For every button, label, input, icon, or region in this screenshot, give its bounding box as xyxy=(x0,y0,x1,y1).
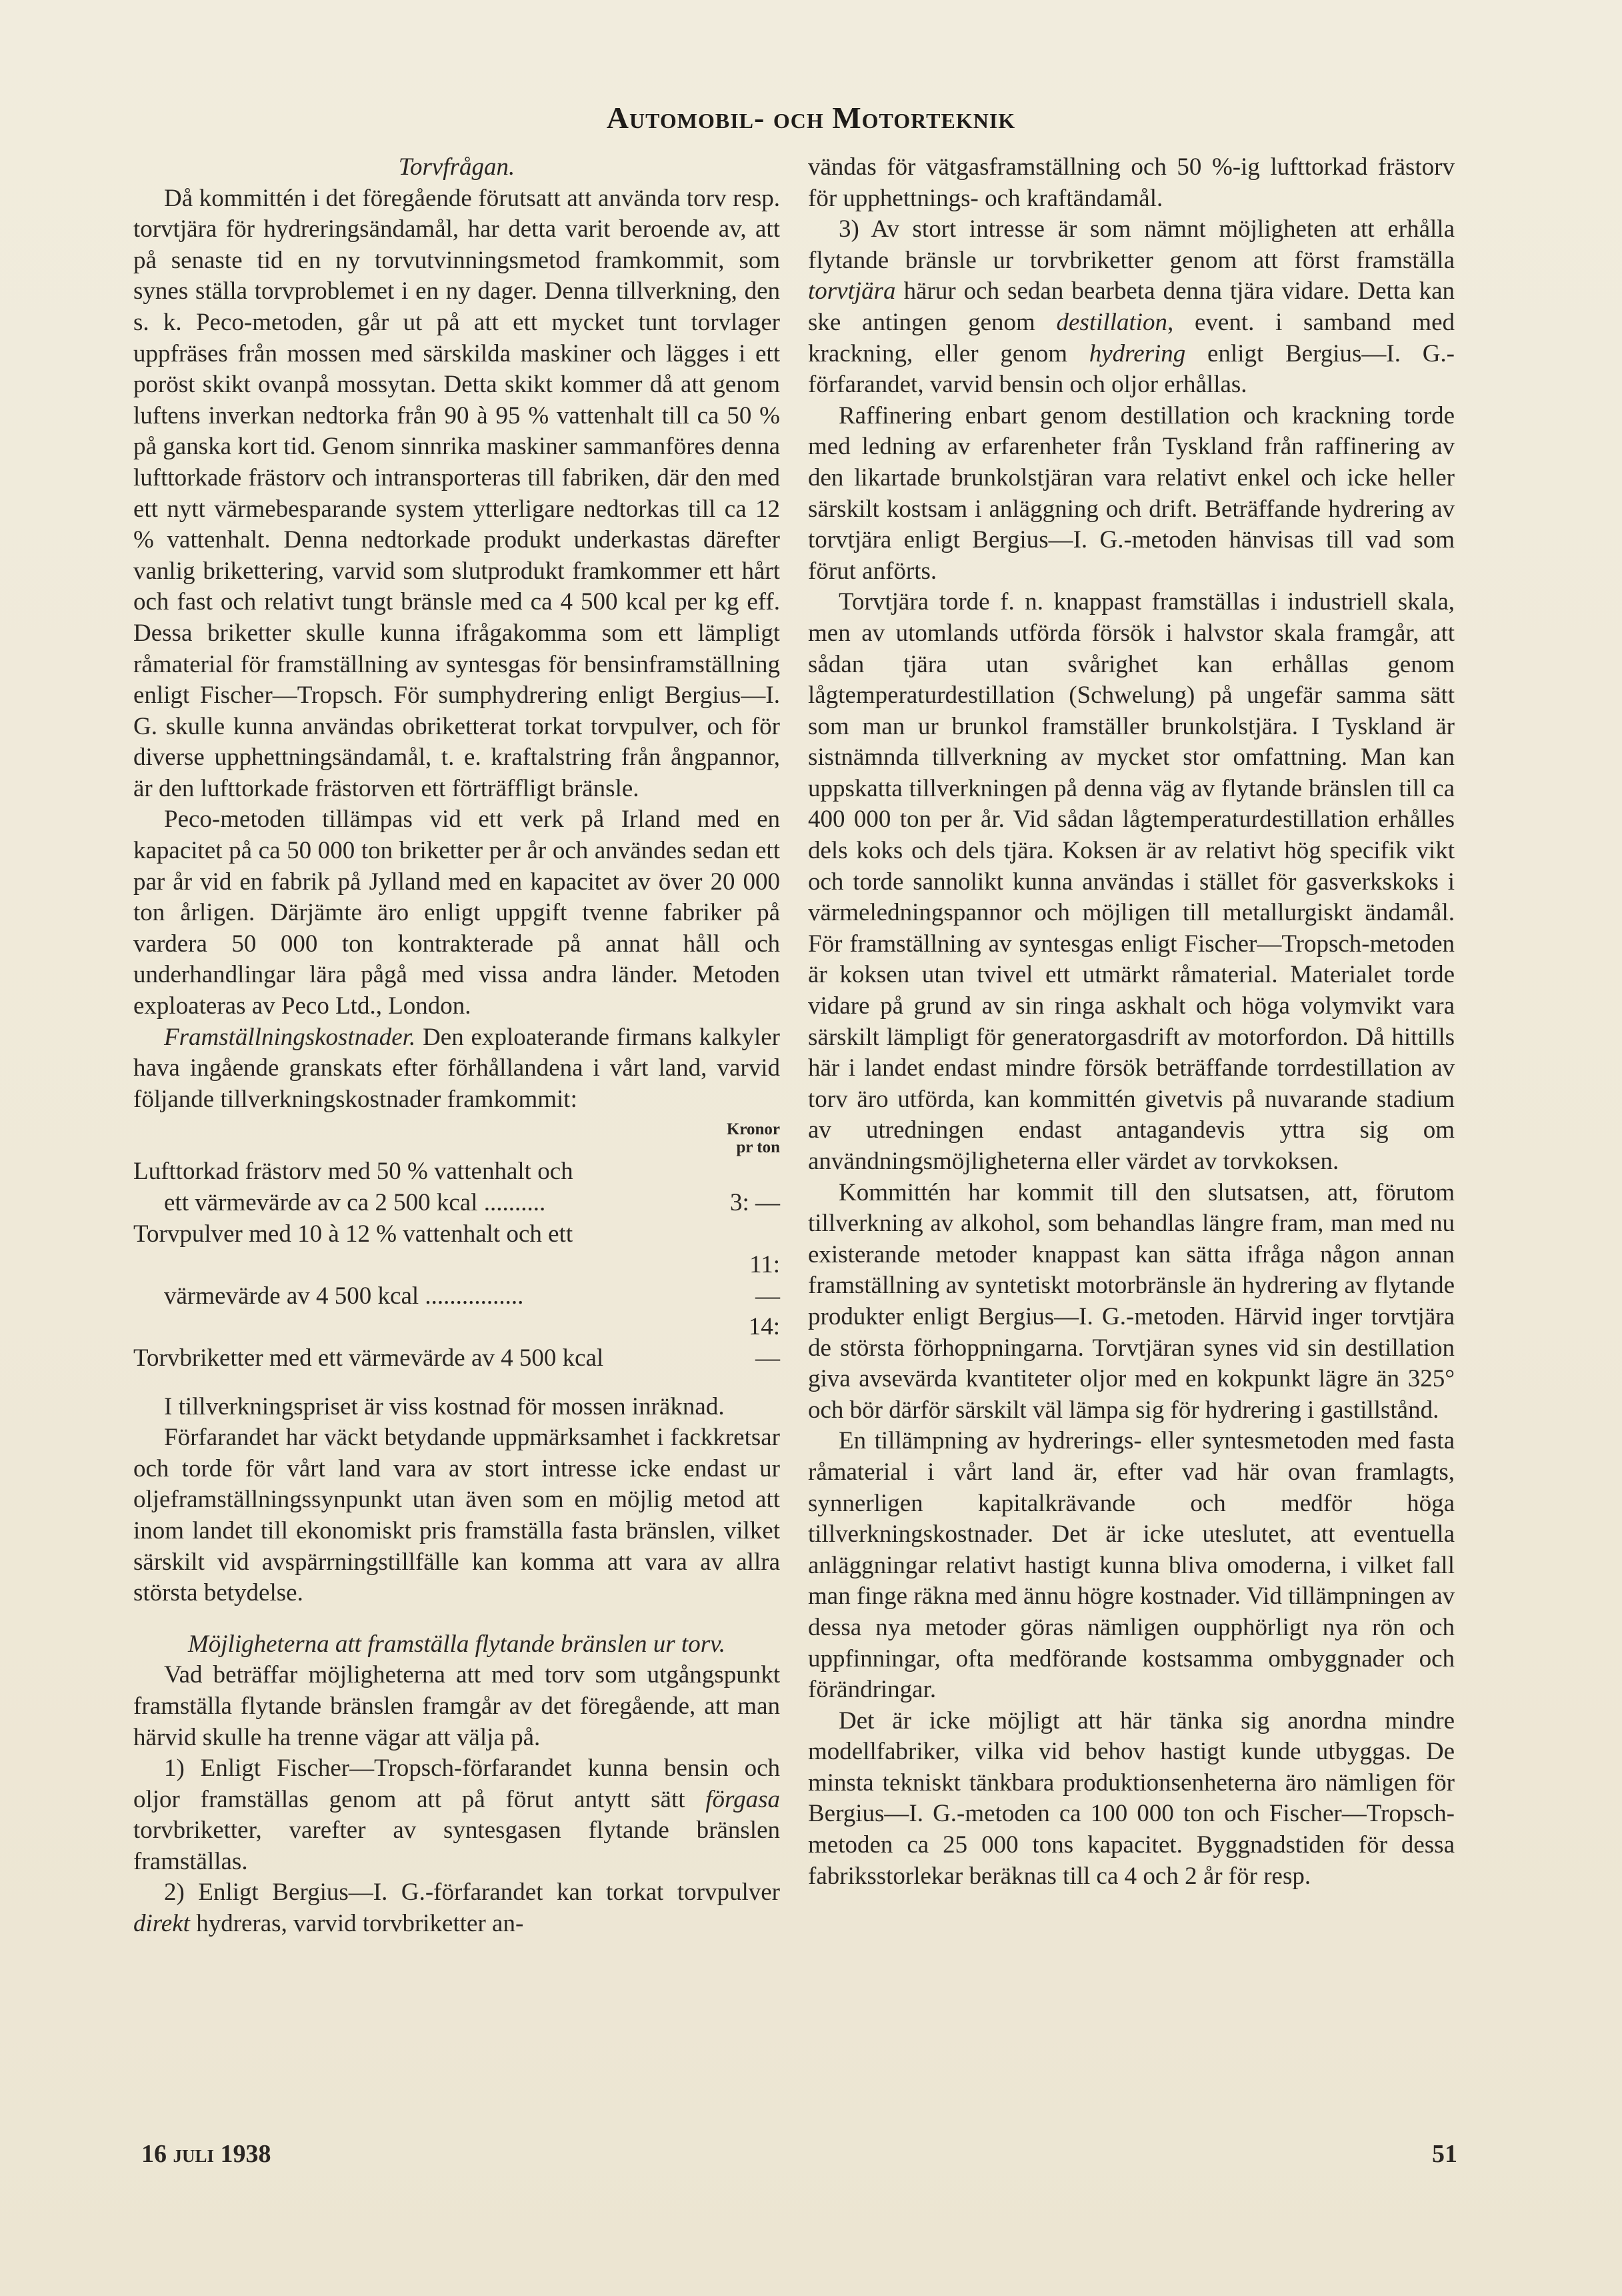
table-row xyxy=(133,1219,780,1250)
paragraph-text: hydreras, varvid torvbriketter an- xyxy=(189,1910,524,1938)
left-column xyxy=(133,152,780,1940)
paragraph: Förfarandet har väckt betydande uppmärksamhet i fackkretsar och torde för vårt land vara av stort intresse icke endast ur oljeframställningssynpunkt utan även som en möjlig metod att inom landet till ekonomiskt pris framställa fasta bränslen, vilket särskilt vid avspärrningstillfälle kan komma att vara av allra största betydelse. xyxy=(133,1424,780,1607)
right-column xyxy=(808,152,1455,1892)
emphasis: direkt xyxy=(133,1910,190,1938)
cost-table xyxy=(133,1120,780,1374)
paragraph xyxy=(133,1753,780,1877)
table-unit-line: Kronor xyxy=(726,1120,780,1139)
table-row-label: Lufttorkad frästorv med 50 % vattenhalt och xyxy=(133,1158,573,1186)
table-row xyxy=(133,1312,780,1374)
paragraph xyxy=(133,1877,780,1939)
emphasis: torvtjära xyxy=(808,277,896,305)
table-row-label: Torvpulver med 10 à 12 % vattenhalt och ett xyxy=(133,1220,573,1248)
paragraph xyxy=(808,214,1455,401)
section-heading: Torvfrågan. xyxy=(398,153,515,181)
paragraph-text: härur och sedan bearbeta denna tjära vidare. Detta kan ske antingen genom xyxy=(808,277,1455,336)
table-row-label: värmevärde av 4 500 kcal ................ xyxy=(164,1282,524,1310)
emphasis: destillation, xyxy=(1056,308,1174,336)
table-row xyxy=(133,1250,780,1312)
table-row-label: ett värmevärde av ca 2 500 kcal .......... xyxy=(164,1189,546,1216)
page-number: 51 xyxy=(1432,2140,1457,2168)
paragraph-text: event. i samband med krackning, eller genom xyxy=(808,308,1455,367)
paragraph-text: Den exploaterande firmans kalkyler hava ingående granskats efter förhållandena i vårt land, varvid följande tillverkningskostnader framkommit: xyxy=(133,1023,780,1113)
paragraph: Peco-metoden tillämpas vid ett verk på Irland med en kapacitet på ca 50 000 ton briketter per år och användes sedan ett par år vid en fabrik på Jylland med en kapacitet av över 20 000 ton årligen. Därjämte äro enligt uppgift tvenne fabriker på vardera 50 000 ton kontrakterade på annat håll och underhandlingar lära pågå med vissa andra länder. Metoden exploateras av Peco Ltd., London. xyxy=(133,806,780,1020)
table-row xyxy=(133,1156,780,1188)
paragraph: Torvtjära torde f. n. knappast framställas i industriell skala, men av utomlands utförda försök i halvstor skala framgår, att sådan tjära utan svårighet kan erhållas genom lågtemperaturdestillation (Schwelung) på ungefär samma sätt som man ur brunkol framställer brunkolstjära. I Tyskland är sistnämnda tillverkning av mycket stor omfattning. Man kan uppskatta tillverkningen på denna väg av flytande bränslen till ca 400 000 ton per år. Vid sådan lågtemperaturdestillation erhålles dels koks och dels tjära. Koksen är av relativt hög specifik vikt och torde sannolikt kunna användas i stället för gasverkskoks i värmeledningspannor och möjligen till metallurgiskt ändamål. För framställning av syntesgas enligt Fischer—Tropsch-metoden är koksen utan tvivel ett utmärkt råmaterial. Materialet torde vidare på grund av sin ringa askhalt och höga volymvikt vara särskilt lämpligt för generatorgasdrift av motorfordon. Då hittills här i landet endast mindre försök beträffande torrdestillation av torv äro utförda, kan kommittén givetvis på nuvarande stadium av utredningen endast antagandevis yttra sig om användningsmöjligheterna eller värdet av torvkoksen. xyxy=(808,588,1455,1175)
paragraph-text: 1) Enligt Fischer—Tropsch-förfarandet kunna bensin och oljor framställas genom att på förut antytt sätt xyxy=(133,1755,780,1813)
section-heading: Möjligheterna att framställa flytande bränslen ur torv. xyxy=(187,1630,726,1658)
inline-heading: Framställningskostnader. xyxy=(164,1023,416,1051)
table-row-label: Torvbriketter med ett värmevärde av 4 500 kcal xyxy=(133,1344,604,1372)
paragraph-text: enligt Bergius—I. G.-förfarandet, varvid bensin och oljor erhållas. xyxy=(808,339,1455,399)
table-row-value: 14: — xyxy=(748,1313,780,1372)
paragraph: Kommittén har kommit till den slutsatsen, att, förutom tillverkning av alkohol, som behandlas längre fram, man med nu existerande metoder knappast kan sätta ifråga någon annan framställning av syntetiskt motorbränsle än hydrering av flytande produkter enligt Bergius—I. G.-metoden. Härvid inger torvtjära de största förhoppningarna. Torvtjäran synes vid sin destillation giva avsevärda kvantiteter oljor med en kokpunkt lägre än 325° och bör därför särskilt väl lämpa sig för hydrering i gastillstånd. xyxy=(808,1178,1455,1424)
paragraph-text: 3) Av stort intresse är som nämnt möjligheten att erhålla flytande bränsle ur torvbriketter genom att först framställa xyxy=(808,215,1455,274)
emphasis: förgasa xyxy=(705,1785,780,1813)
paragraph xyxy=(133,1022,780,1116)
paragraph: Vad beträffar möjligheterna att med torv som utgångspunkt framställa flytande bränslen framgår av det föregående, att man härvid skulle ha trenne vägar att välja på. xyxy=(133,1661,780,1751)
table-row-value: 3: — xyxy=(729,1189,780,1216)
table-row xyxy=(133,1188,780,1219)
table-row-value: 11: — xyxy=(749,1251,780,1310)
paragraph: Det är icke möjligt att här tänka sig anordna mindre modellfabriker, vilka vid behov hastigt kunde utbyggas. De minsta tekniskt tänkbara produktionsenheterna äro nämligen för Bergius—I. G.-metoden ca 100 000 ton och Fischer—Tropsch-metoden ca 25 000 tons kapacitet. Byggnadstiden för dessa fabriksstorlekar beräknas till ca 4 och 2 år för resp. xyxy=(808,1706,1455,1890)
emphasis: hydrering xyxy=(1089,339,1186,367)
paragraph: vändas för vätgasframställning och 50 %-ig lufttorkad frästorv för upphettnings- och kraftändamål. xyxy=(808,153,1455,212)
table-unit-header xyxy=(133,1120,780,1156)
paragraph: I tillverkningspriset är viss kostnad för mossen inräknad. xyxy=(164,1392,725,1420)
table-unit-line: pr ton xyxy=(736,1138,780,1157)
paragraph-text: torvbriketter, varefter av syntesgasen flytande bränslen framställas. xyxy=(133,1817,780,1875)
page-header: Automobil- och Motorteknik xyxy=(606,101,1016,135)
paragraph: Raffinering enbart genom destillation och krackning torde med ledning av erfarenheter från Tyskland från raffinering av den likartade brunkolstjäran vara relativt enkel och icke heller särskilt kostsam i anläggning och drift. Beträffande hydrering av torvtjära enligt Bergius—I. G.-metoden hänvisas till vad som förut anförts. xyxy=(808,401,1455,585)
paragraph: En tillämpning av hydrerings- eller syntesmetoden med fasta råmaterial i vårt land är, efter vad här ovan framlagts, synnerligen kapitalkrävande och medför höga tillverkningskostnader. Det är icke uteslutet, att eventuella anläggningar relativt hastigt kunna bliva omoderna, i vilket fall man finge räkna med ännu högre kostnader. Vid tillämpningen av dessa nya metoder göras nämligen oupphörligt nya rön och uppfinningar, ofta medförande kostsamma ombyggnader och förändringar. xyxy=(808,1427,1455,1704)
paragraph: Då kommittén i det föregående förutsatt att använda torv resp. torvtjära för hydreringsändamål, har detta varit beroende av, att på senaste tid en ny torvutvinningsmetod framkommit, som synes ställa torvproblemet i en ny dager. Denna tillverkning, den s. k. Peco-metoden, går ut på att ett mycket tunt torvlager uppfräses från mossen med särskilda maskiner och lägges i ett poröst skikt ovanpå mossytan. Detta skikt kommer då att genom luftens inverkan nedtorka från 90 à 95 % vattenhalt till ca 50 % på ganska kort tid. Genom sinnrika maskiner sammanföres denna lufttorkade frästorv och intransporteras till fabriken, där den med ett nytt värmebesparande system ytterligare nedtorkas till ca 12 % vattenhalt. Denna nedtorkade produkt underkastas därefter vanlig brikettering, varvid som slutprodukt framkommer ett hårt och fast och relativt tungt bränsle med ca 4 500 kcal per kg eff. Dessa briketter skulle kunna ifrågakomma som ett lämpligt råmaterial för framställning av syntesgas för bensinframställning enligt Fischer—Tropsch. För sumphydrering enligt Bergius—I. G. skulle kunna användas obriketterat torkat torvpulver, och för diverse upphettningsändamål, t. e. kraftalstring från ångpannor, är den lufttorkade frästorven ett förträffligt bränsle. xyxy=(133,184,780,802)
issue-date: 16 juli 1938 xyxy=(141,2140,271,2168)
paragraph-text: 2) Enligt Bergius—I. G.-förfarandet kan torkat torvpulver xyxy=(164,1879,780,1907)
